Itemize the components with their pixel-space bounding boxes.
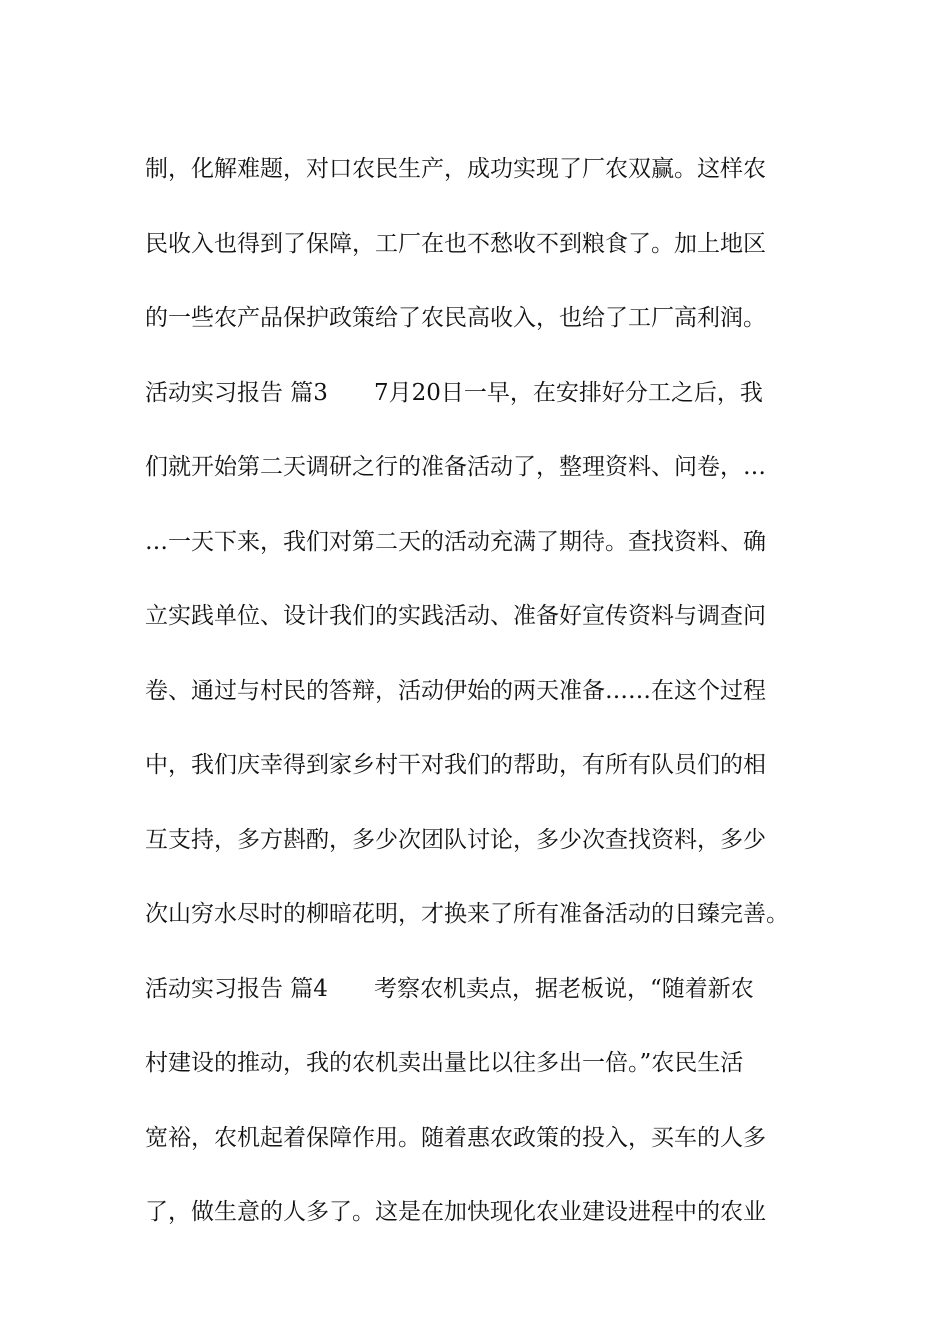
text-line: …一天下来，我们对第二天的活动充满了期待。查找资料、确 xyxy=(145,528,766,555)
section-heading-3: 活动实习报告 篇3 xyxy=(145,379,328,406)
text-line-with-heading xyxy=(145,356,810,431)
text-line: 互支持，多方斟酌，多少次团队讨论，多少次查找资料，多少 xyxy=(145,826,766,853)
text-line: 的一些农产品保护政策给了农民高收入，也给了工厂高利润。 xyxy=(145,305,766,331)
text-line-content: 考察农机卖点，据老板说，“随着新农 xyxy=(373,975,754,1002)
text-line-content: 7月20日一早，在安排好分工之后，我 xyxy=(373,379,763,406)
text-line: 立实践单位、设计我们的实践活动、准备好宣传资料与调查问 xyxy=(145,603,766,629)
text-line: 宽裕，农机起着保障作用。随着惠农政策的投入，买车的人多 xyxy=(145,1124,766,1151)
body-text xyxy=(145,132,810,1250)
text-line: 们就开始第二天调研之行的准备活动了，整理资料、问卷，… xyxy=(145,454,766,480)
text-line: 卷、通过与村民的答辩，活动伊始的两天准备……在这个过程 xyxy=(145,677,766,704)
text-line: 制，化解难题，对口农民生产，成功实现了厂农双赢。这样农 xyxy=(145,156,766,182)
text-line: 中，我们庆幸得到家乡村干对我们的帮助，有所有队员们的相 xyxy=(145,752,766,778)
text-line: 了，做生意的人多了。这是在加快现化农业建设进程中的农业 xyxy=(145,1199,766,1225)
text-line: 次山穷水尽时的柳暗花明，才换来了所有准备活动的日臻完善。 xyxy=(145,901,789,927)
text-line: 民收入也得到了保障，工厂在也不愁收不到粮食了。加上地区 xyxy=(145,230,766,257)
section-heading-4: 活动实习报告 篇4 xyxy=(145,975,328,1002)
text-line-with-heading xyxy=(145,952,810,1027)
text-line: 村建设的推动，我的农机卖出量比以往多出一倍。”农民生活 xyxy=(145,1050,744,1076)
